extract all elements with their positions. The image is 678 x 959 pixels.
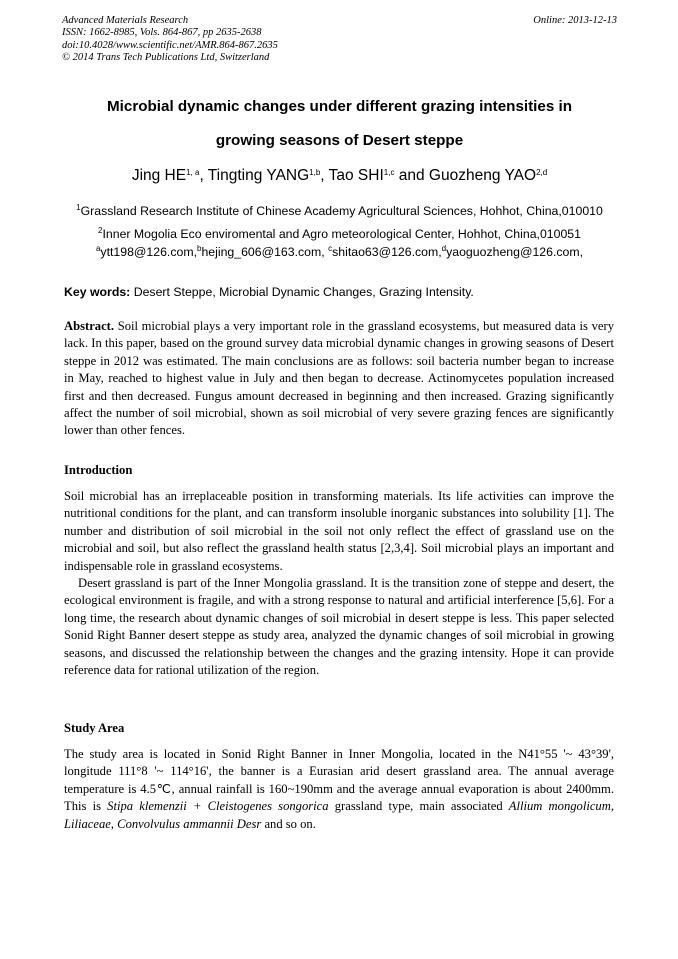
author-affil-sup: 1,c — [383, 168, 395, 177]
online-date: Online: 2013-12-13 — [533, 15, 617, 26]
study-text: , — [610, 799, 614, 814]
abstract-label: Abstract. — [64, 319, 115, 333]
study-text: grassland type, main associated — [328, 799, 509, 814]
study-text: and so on. — [261, 816, 316, 831]
section-heading-introduction: Introduction — [64, 463, 133, 477]
email-link[interactable]: ytt198@126.com, — [100, 245, 197, 259]
author-affil-sup: 1, a — [186, 168, 200, 177]
keywords-label: Key words: — [64, 285, 131, 299]
affiliation-sup: 1 — [76, 203, 81, 212]
study-text: , — [110, 816, 118, 831]
keywords-text: Desert Steppe, Microbial Dynamic Changes, Grazing Intensity. — [130, 285, 474, 299]
introduction-paragraph-2: Desert grassland is part of the Inner Mongolia grassland. It is the transition zone of steppe and desert, the ecological environment is fragile, and with a strong response to natural and artificial interference [5,6]. For a long time, the research about dynamic changes of soil microbial in desert steppe is less. This paper selected Sonid Right Banner desert steppe as study area, analyzed the dynamic changes of soil microbial in growing seasons, and discussed the relationship between the changes and the grazing intensity. Hope it can provide reference data for rational utilization of the region. — [64, 576, 614, 678]
journal-name: Advanced Materials Research — [62, 15, 189, 26]
species-name: Allium mongolicum — [508, 799, 611, 814]
abstract — [64, 318, 614, 440]
email-link[interactable]: hejing_606@163.com, — [201, 245, 329, 259]
species-name: Liliaceae — [64, 816, 111, 831]
author-sep: , — [320, 167, 329, 184]
email-sup: a — [95, 244, 101, 253]
journal-issn: ISSN: 1662-8985, Vols. 864-867, pp 2635-2638 — [62, 27, 262, 39]
author-name: Jing HE — [131, 167, 187, 184]
paper-title — [62, 90, 617, 158]
journal-doi: doi:10.4028/www.scientific.net/AMR.864-867.2635 — [62, 39, 278, 51]
author-sep: , — [199, 167, 208, 184]
keywords — [64, 285, 617, 299]
affiliation-sup: 2 — [98, 226, 103, 235]
affiliation-1 — [62, 203, 617, 219]
affiliation-text: Inner Mogolia Eco enviromental and Agro meteorological Center, Hohhot, China,010051 — [102, 227, 581, 241]
email-sup: b — [196, 244, 202, 253]
author-name: Guozheng YAO — [428, 167, 537, 184]
author-emails — [62, 244, 617, 260]
species-name: Stipa klemenzii + Cleistogenes songorica — [107, 799, 329, 814]
author-list — [62, 167, 617, 185]
study-area-body — [64, 746, 614, 833]
species-name: Convolvulus ammannii Desr — [117, 816, 262, 831]
affiliation-2 — [62, 226, 617, 242]
study-text: The study area is located in Sonid Right Banner in Inner Mongolia, located in the N41°55 '~ 43°39', longitude 111°8 '~ 114°16', the banner is a Eurasian arid desert grassland area. The annual average temperature is 4.5℃, annual rainfall is 160~190mm and the average annual evaporation is about 2400mm. This is — [64, 747, 614, 814]
title-line-1: Microbial dynamic changes under different grazing intensities in — [107, 98, 572, 115]
author-name: Tingting YANG — [207, 167, 310, 184]
introduction-paragraph-1: Soil microbial has an irreplaceable position in transforming materials. Its life activities can improve the nutritional conditions for the plant, and can transform insoluble inorganic substances into solubility [1]. The number and distribution of soil microbial in the soil not only reflect the effect of grassland use on the microbial and soil, but also reflect the grassland health status [2,3,4]. Soil microbial plays an important and indispensable role in grassland ecosystems. — [64, 489, 614, 573]
journal-copyright: © 2014 Trans Tech Publications Ltd, Switzerland — [62, 52, 270, 64]
journal-header — [62, 15, 617, 65]
email-link[interactable]: shitao63@126.com, — [332, 245, 442, 259]
author-affil-sup: 1,b — [309, 168, 321, 177]
email-sup: d — [441, 244, 447, 253]
affiliation-text: Grassland Research Institute of Chinese Academy Agricultural Sciences, Hohhot, China,010010 — [80, 204, 603, 218]
introduction-body — [64, 488, 614, 679]
title-line-2: growing seasons of Desert steppe — [215, 132, 464, 149]
author-name: Tao SHI — [328, 167, 384, 184]
author-affil-sup: 2,d — [536, 168, 548, 177]
author-sep: and — [394, 167, 429, 184]
abstract-text: Soil microbial plays a very important role in the grassland ecosystems, but measured data is very lack. In this paper, based on the ground survey data microbial dynamic changes in growing seasons of Desert steppe in 2012 was estimated. The main conclusions are as follows: soil bacteria number began to increase in May, reached to highest value in July and then began to decrease. Actinomycetes population increased first and then decreased. Fungus amount decreased in beginning and then increased. Grazing significantly affect the number of soil microbial, shown as soil microbial of very severe grazing fences are significantly lower than other fences. — [64, 319, 614, 438]
section-heading-study-area: Study Area — [64, 721, 125, 735]
email-link[interactable]: yaoguozheng@126.com, — [446, 245, 584, 259]
study-area-paragraph — [64, 746, 614, 833]
email-sup: c — [328, 244, 333, 253]
